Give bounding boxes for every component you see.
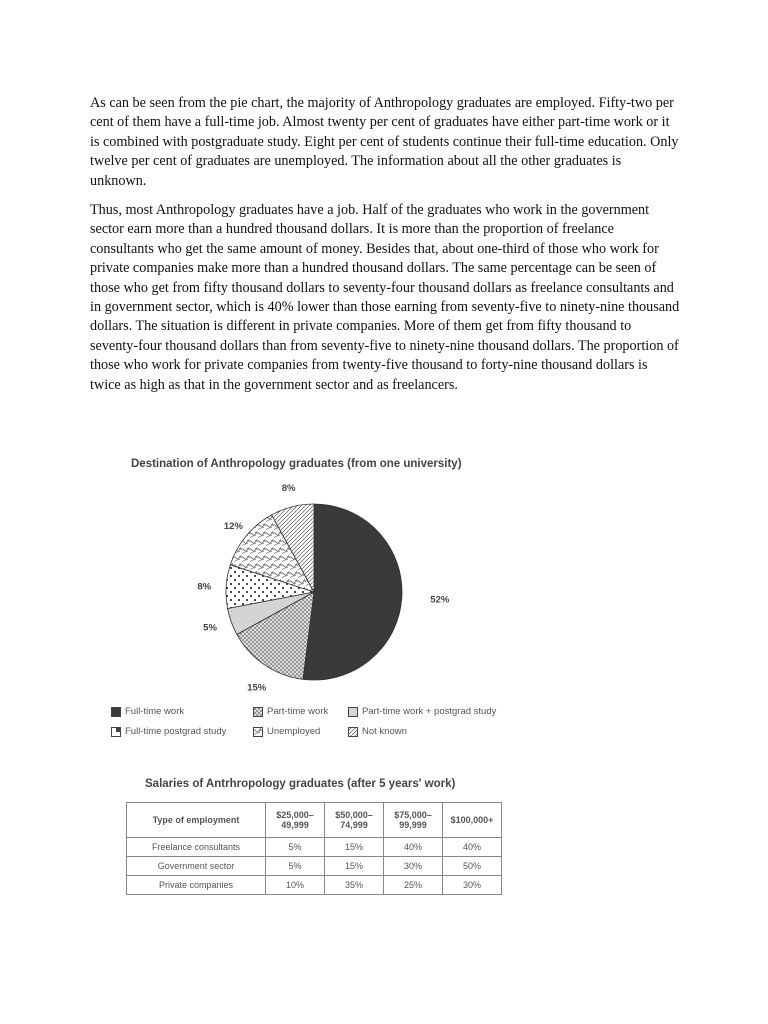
legend-label: Unemployed bbox=[267, 726, 321, 737]
legend-label: Full-time work bbox=[125, 706, 185, 717]
table-cell: 35% bbox=[325, 876, 384, 895]
legend-label: Part-time work + postgrad study bbox=[362, 706, 497, 717]
legend-swatch bbox=[348, 707, 358, 717]
legend-swatch bbox=[253, 727, 263, 737]
table-header-cell: $25,000– 49,999 bbox=[266, 803, 325, 838]
paragraph-2: Thus, most Anthropology graduates have a job. Half of the graduates who work in the government sector earn more than a hundred thousand dollars. It is more than the proportion of freelance consultants who get the same amount of money. Besides that, about one-third of those who work for private companies make more than a hundred thousand dollars. The same percentage can be seen of those who get from fifty thousand dollars to seventy-four thousand dollars as freelance consultants and in government sector, which is 40% lower than those earning from seventy-five to ninety-nine thousand dollars. The situation is different in private companies. More of them get from fifty thousand to seventy-four thousand dollars than from seventy-five to ninety-nine thousand dollars. The proportion of those who work for private companies from twenty-five thousand to forty-nine thousand dollars is twice as high as that in the government sector and as freelancers. bbox=[90, 202, 680, 393]
table-header-cell: $75,000– 99,999 bbox=[384, 803, 443, 838]
legend-swatch bbox=[348, 727, 358, 737]
table-cell: 40% bbox=[443, 838, 502, 857]
legend-swatch bbox=[111, 707, 121, 717]
paragraph-1: As can be seen from the pie chart, the majority of Anthropology graduates are employed. Fifty-two per cent of them have a full-time job. Almost twenty per cent of graduates have either part-time work or it is combined with postgraduate study. Eight per cent of students continue their full-time education. Only twelve per cent of graduates are unemployed. The information about all the other graduates is unknown. bbox=[90, 95, 679, 189]
salary-table bbox=[126, 802, 502, 895]
table-cell: 30% bbox=[443, 876, 502, 895]
table-cell: 10% bbox=[266, 876, 325, 895]
pie-chart-title: Destination of Anthropology graduates (from one university) bbox=[131, 458, 462, 470]
table-cell: Freelance consultants bbox=[127, 838, 266, 857]
legend-item-part-time-postgrad bbox=[348, 706, 496, 717]
table-header-cell: $100,000+ bbox=[443, 803, 502, 838]
pie-slice-label: 15% bbox=[247, 682, 267, 694]
table-cell: Private companies bbox=[127, 876, 266, 895]
table-cell: 5% bbox=[266, 838, 325, 857]
table-row bbox=[127, 838, 502, 857]
table-row bbox=[127, 876, 502, 895]
table-row bbox=[127, 857, 502, 876]
table-header-cell: $50,000– 74,999 bbox=[325, 803, 384, 838]
table-cell: 25% bbox=[384, 876, 443, 895]
legend-label: Part-time work bbox=[267, 706, 329, 717]
pie-slice-label: 5% bbox=[203, 622, 217, 634]
table-cell: 40% bbox=[384, 838, 443, 857]
pie-slice-label: 8% bbox=[197, 581, 212, 593]
table-header-cell: Type of employment bbox=[127, 803, 266, 838]
pie-slice-label: 12% bbox=[223, 520, 243, 532]
table-cell: 30% bbox=[384, 857, 443, 876]
pie-slice-full-time-work bbox=[303, 504, 402, 680]
pie-slice-label: 52% bbox=[430, 594, 450, 606]
legend-swatch bbox=[111, 727, 121, 737]
table-cell: 5% bbox=[266, 857, 325, 876]
legend-item-full-time-postgrad bbox=[111, 726, 226, 737]
pie-slice-label: 8% bbox=[281, 483, 296, 495]
essay-text bbox=[90, 94, 680, 405]
table-cell: 15% bbox=[325, 857, 384, 876]
table-cell: 15% bbox=[325, 838, 384, 857]
legend-item-part-time-work bbox=[253, 706, 328, 717]
table-header-row bbox=[127, 803, 502, 838]
legend-item-full-time-work bbox=[111, 706, 184, 717]
legend-label: Full-time postgrad study bbox=[125, 726, 227, 737]
table-cell: 50% bbox=[443, 857, 502, 876]
table-cell: Government sector bbox=[127, 857, 266, 876]
pie-chart bbox=[105, 450, 535, 706]
legend-swatch bbox=[253, 707, 263, 717]
pie-chart-figure bbox=[105, 450, 535, 750]
legend-item-not-known bbox=[348, 726, 407, 737]
legend-label: Not known bbox=[362, 726, 407, 737]
table-title: Salaries of Antrhropology graduates (after 5 years' work) bbox=[145, 778, 456, 790]
legend-item-unemployed bbox=[253, 726, 320, 737]
